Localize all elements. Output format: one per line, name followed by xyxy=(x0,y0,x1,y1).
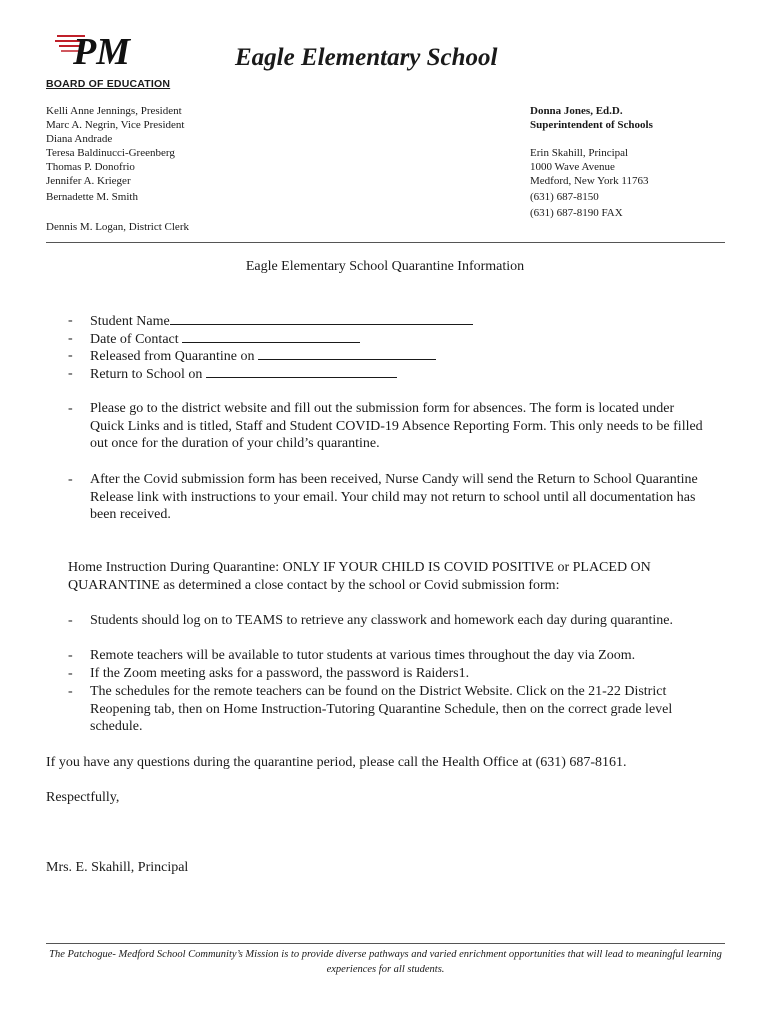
date-of-contact-blank[interactable] xyxy=(182,330,360,343)
superintendent-name: Donna Jones, Ed.D. xyxy=(530,105,623,117)
home-instruction-item: - Remote teachers will be available to tutor students at various times throughout the day via Zoom. xyxy=(68,648,636,663)
home-instruction-item: - If the Zoom meeting asks for a password, the password is Raiders1. xyxy=(68,666,470,681)
field-date-of-contact: - Date of Contact xyxy=(90,330,710,349)
board-member: Kelli Anne Jennings, President xyxy=(46,105,182,117)
admin-contact-block xyxy=(530,104,653,221)
logo-text: PM xyxy=(73,31,130,70)
instruction-item: - After the Covid submission form has been received, Nurse Candy will send the Return to School Quarantine Release link with instructions to your email. Your child may not return to school until all documentation has been received. xyxy=(68,472,698,522)
address-line-2: Medford, New York 11763 xyxy=(530,175,649,187)
home-instruction-text: If the Zoom meeting asks for a password, the password is Raiders1. xyxy=(90,666,470,681)
board-member-list xyxy=(46,104,184,204)
field-released: - Released from Quarantine on xyxy=(90,347,710,366)
home-instruction-item: - The schedules for the remote teachers can be found on the District Website. Click on the 21-22 District Reopening tab, then on Home Instruction-Tutoring Quarantine Schedule, then on the correct grade level schedule. xyxy=(68,684,673,734)
footer-divider xyxy=(46,943,725,944)
student-name-blank[interactable] xyxy=(170,312,473,325)
home-instruction-heading: Home Instruction During Quarantine: ONLY IF YOUR CHILD IS COVID POSITIVE or PLACED ON QUARANTINE as determined a close contact by the school or Covid submission form: xyxy=(68,560,651,593)
header-divider xyxy=(46,242,725,243)
board-member: Diana Andrade xyxy=(46,133,113,145)
district-logo xyxy=(55,30,155,70)
field-label: Released from Quarantine on xyxy=(90,349,255,364)
principal-name: Erin Skahill, Principal xyxy=(530,147,629,159)
phone-number: (631) 687-8150 xyxy=(530,191,599,203)
mission-statement: The Patchogue- Medford School Community’s Mission is to provide diverse pathways and varied enrichment opportunities that will lead to meaningful learning experiences for all students. xyxy=(49,949,722,975)
board-member: Jennifer A. Krieger xyxy=(46,175,131,187)
board-member: Bernadette M. Smith xyxy=(46,191,138,203)
home-instruction-item: - Students should log on to TEAMS to retrieve any classwork and homework each day during quarantine. xyxy=(68,613,673,628)
field-student-name: - Student Name xyxy=(90,312,710,331)
released-date-blank[interactable] xyxy=(258,347,436,360)
return-date-blank[interactable] xyxy=(206,365,397,378)
instruction-item: - Please go to the district website and fill out the submission form for absences. The form is located under Quick Links and is titled, Staff and Student COVID-19 Absence Reporting Form. This only needs to be filled out once for the duration of your child’s quarantine. xyxy=(68,401,703,451)
instruction-text: After the Covid submission form has been received, Nurse Candy will send the Return to School Quarantine Release link with instructions to your email. Your child may not return to school until all documentation has been received. xyxy=(90,472,698,522)
instruction-text: Please go to the district website and fill out the submission form for absences. The form is located under Quick Links and is titled, Staff and Student COVID-19 Absence Reporting Form. This only needs to be filled out once for the duration of your child’s quarantine. xyxy=(90,401,703,451)
field-label: Student Name xyxy=(90,314,170,329)
school-title: Eagle Elementary School xyxy=(235,44,498,71)
board-member: Marc A. Negrin, Vice President xyxy=(46,119,185,131)
questions-line: If you have any questions during the quarantine period, please call the Health Office at (631) 687-8161. xyxy=(46,755,627,770)
pm-logo-graphic xyxy=(55,30,155,70)
home-instruction-text: Remote teachers will be available to tutor students at various times throughout the day via Zoom. xyxy=(90,648,636,663)
field-label: Return to School on xyxy=(90,367,203,382)
signature: Mrs. E. Skahill, Principal xyxy=(46,860,189,875)
field-label: Date of Contact xyxy=(90,332,179,347)
home-instruction-text: Students should log on to TEAMS to retrieve any classwork and homework each day during quarantine. xyxy=(90,613,673,628)
document-title: Eagle Elementary School Quarantine Information xyxy=(245,259,525,274)
closing: Respectfully, xyxy=(46,790,120,805)
fax-number: (631) 687-8190 FAX xyxy=(530,207,623,219)
board-heading: BOARD OF EDUCATION xyxy=(46,78,171,90)
field-return: - Return to School on xyxy=(90,365,710,384)
board-member: Teresa Baldinucci-Greenberg xyxy=(46,147,175,159)
district-clerk: Dennis M. Logan, District Clerk xyxy=(46,221,189,233)
address-line-1: 1000 Wave Avenue xyxy=(530,161,615,173)
superintendent-title: Superintendent of Schools xyxy=(530,119,653,131)
home-instruction-text: The schedules for the remote teachers can be found on the District Website. Click on the 21-22 District Reopening tab, then on Home Instruction-Tutoring Quarantine Schedule, then on the correct grade level schedule. xyxy=(90,684,673,734)
board-member: Thomas P. Donofrio xyxy=(46,161,135,173)
